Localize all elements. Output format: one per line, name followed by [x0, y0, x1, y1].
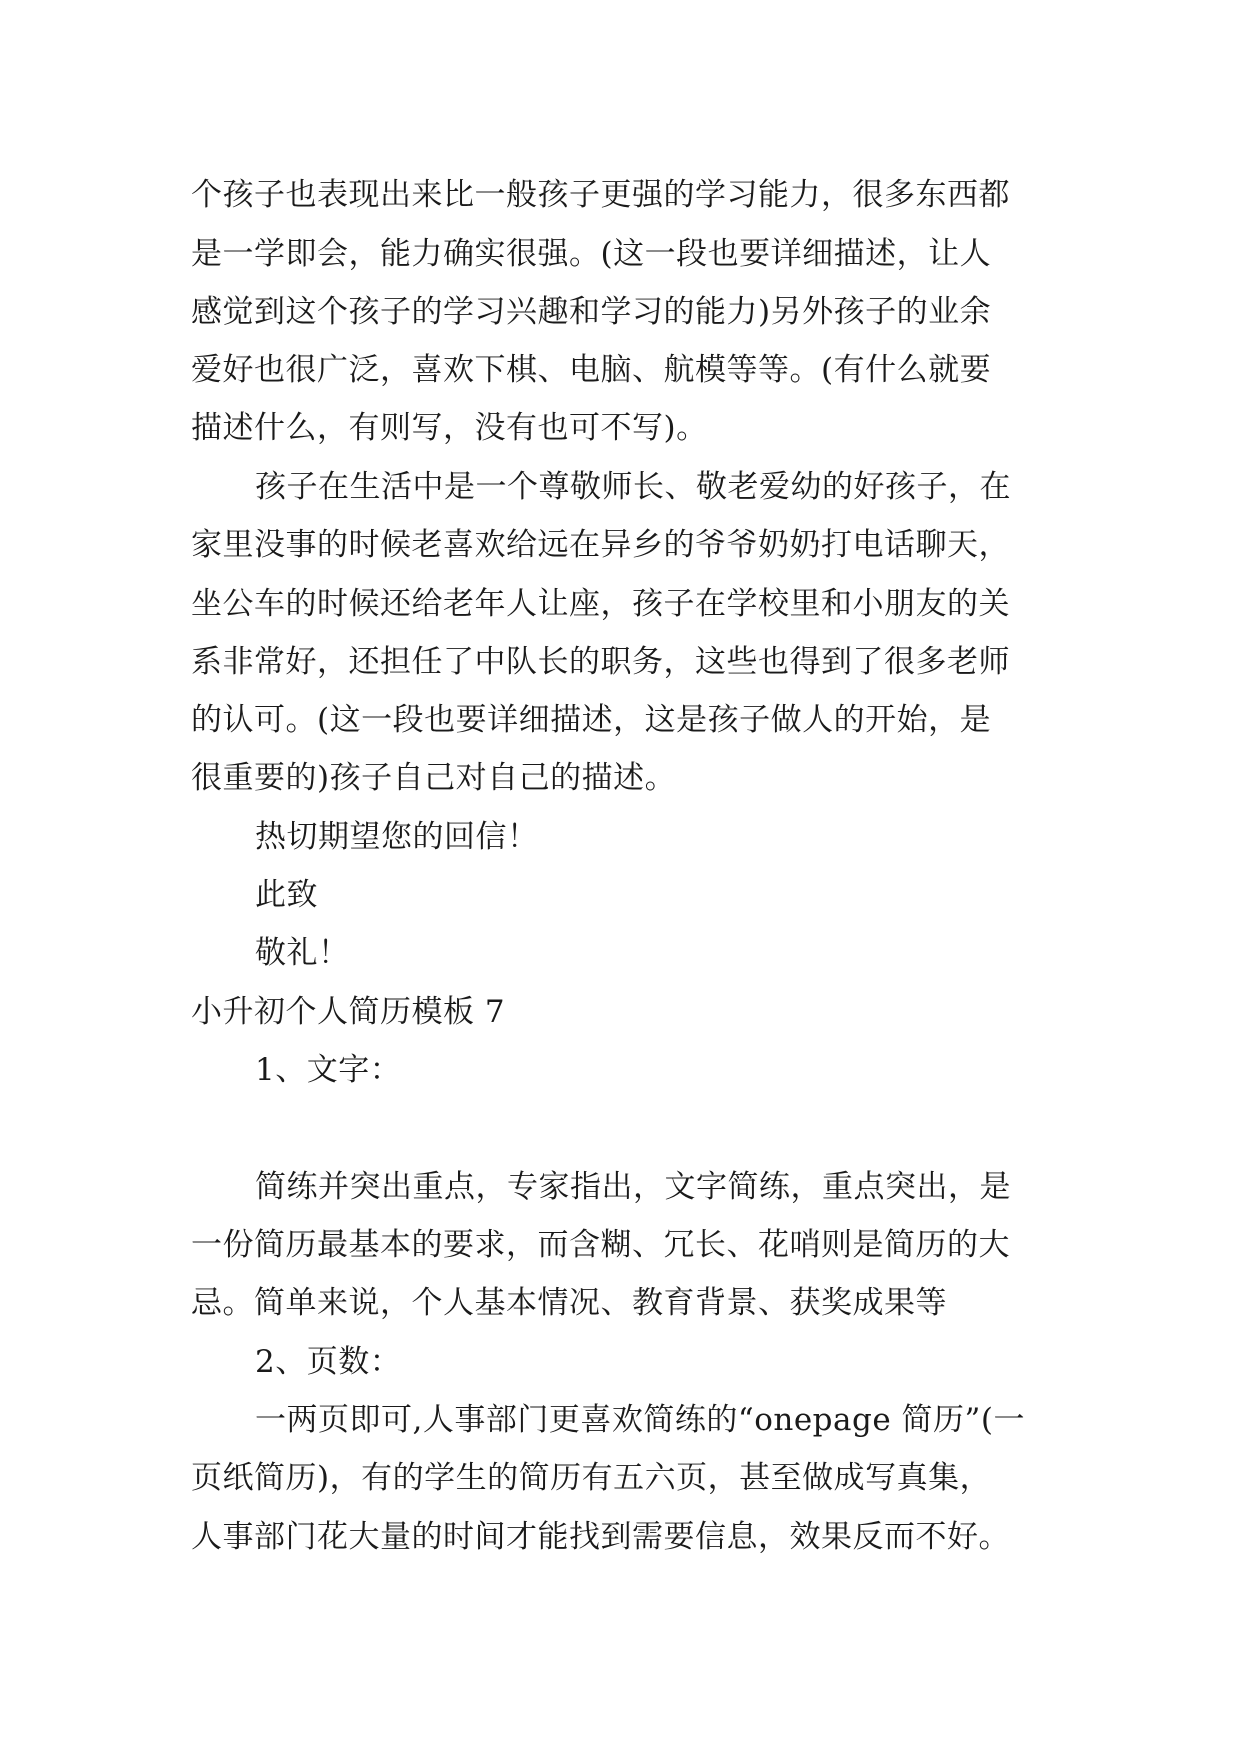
paragraph-line: 家里没事的时候老喜欢给远在异乡的爷爷奶奶打电话聊天， [191, 527, 1010, 563]
paragraph-line: 的认可。(这一段也要详细描述，这是孩子做人的开始，是 [191, 702, 992, 738]
paragraph-line: 一两页即可,人事部门更喜欢简练的“onepage 简历”(一 [255, 1402, 1025, 1438]
paragraph-line: 孩子在生活中是一个尊敬师长、敬老爱幼的好孩子，在 [255, 469, 1011, 505]
paragraph-line: 坐公车的时候还给老年人让座，孩子在学校里和小朋友的关 [191, 586, 1010, 622]
closing-line: 敬礼！ [255, 935, 350, 971]
paragraph-line: 一份简历最基本的要求，而含糊、冗长、花哨则是简历的大 [191, 1227, 1010, 1263]
paragraph-line: 忌。简单来说，个人基本情况、教育背景、获奖成果等 [191, 1285, 947, 1321]
paragraph-line: 很重要的)孩子自己对自己的描述。 [191, 760, 677, 796]
paragraph-line: 简练并突出重点，专家指出，文字简练，重点突出，是 [255, 1169, 1011, 1205]
closing-line: 热切期望您的回信！ [255, 819, 539, 855]
paragraph-line: 爱好也很广泛，喜欢下棋、电脑、航模等等。(有什么就要 [191, 352, 992, 388]
paragraph-line: 系非常好，还担任了中队长的职务，这些也得到了很多老师 [191, 644, 1010, 680]
section-title: 小升初个人简历模板 7 [191, 994, 506, 1030]
closing-line: 此致 [255, 877, 318, 913]
paragraph-line: 描述什么，有则写，没有也可不写)。 [191, 410, 708, 446]
paragraph-line: 感觉到这个孩子的学习兴趣和学习的能力)另外孩子的业余 [191, 294, 992, 330]
paragraph-line: 页纸简历)，有的学生的简历有五六页，甚至做成写真集， [191, 1460, 992, 1496]
subsection-heading: 1、文字： [255, 1052, 402, 1088]
paragraph-line: 是一学即会，能力确实很强。(这一段也要详细描述，让人 [191, 236, 992, 272]
paragraph-line: 个孩子也表现出来比一般孩子更强的学习能力，很多东西都 [191, 177, 1010, 213]
paragraph-line: 人事部门花大量的时间才能找到需要信息，效果反而不好。 [191, 1519, 1010, 1555]
subsection-heading: 2、页数： [255, 1344, 402, 1380]
